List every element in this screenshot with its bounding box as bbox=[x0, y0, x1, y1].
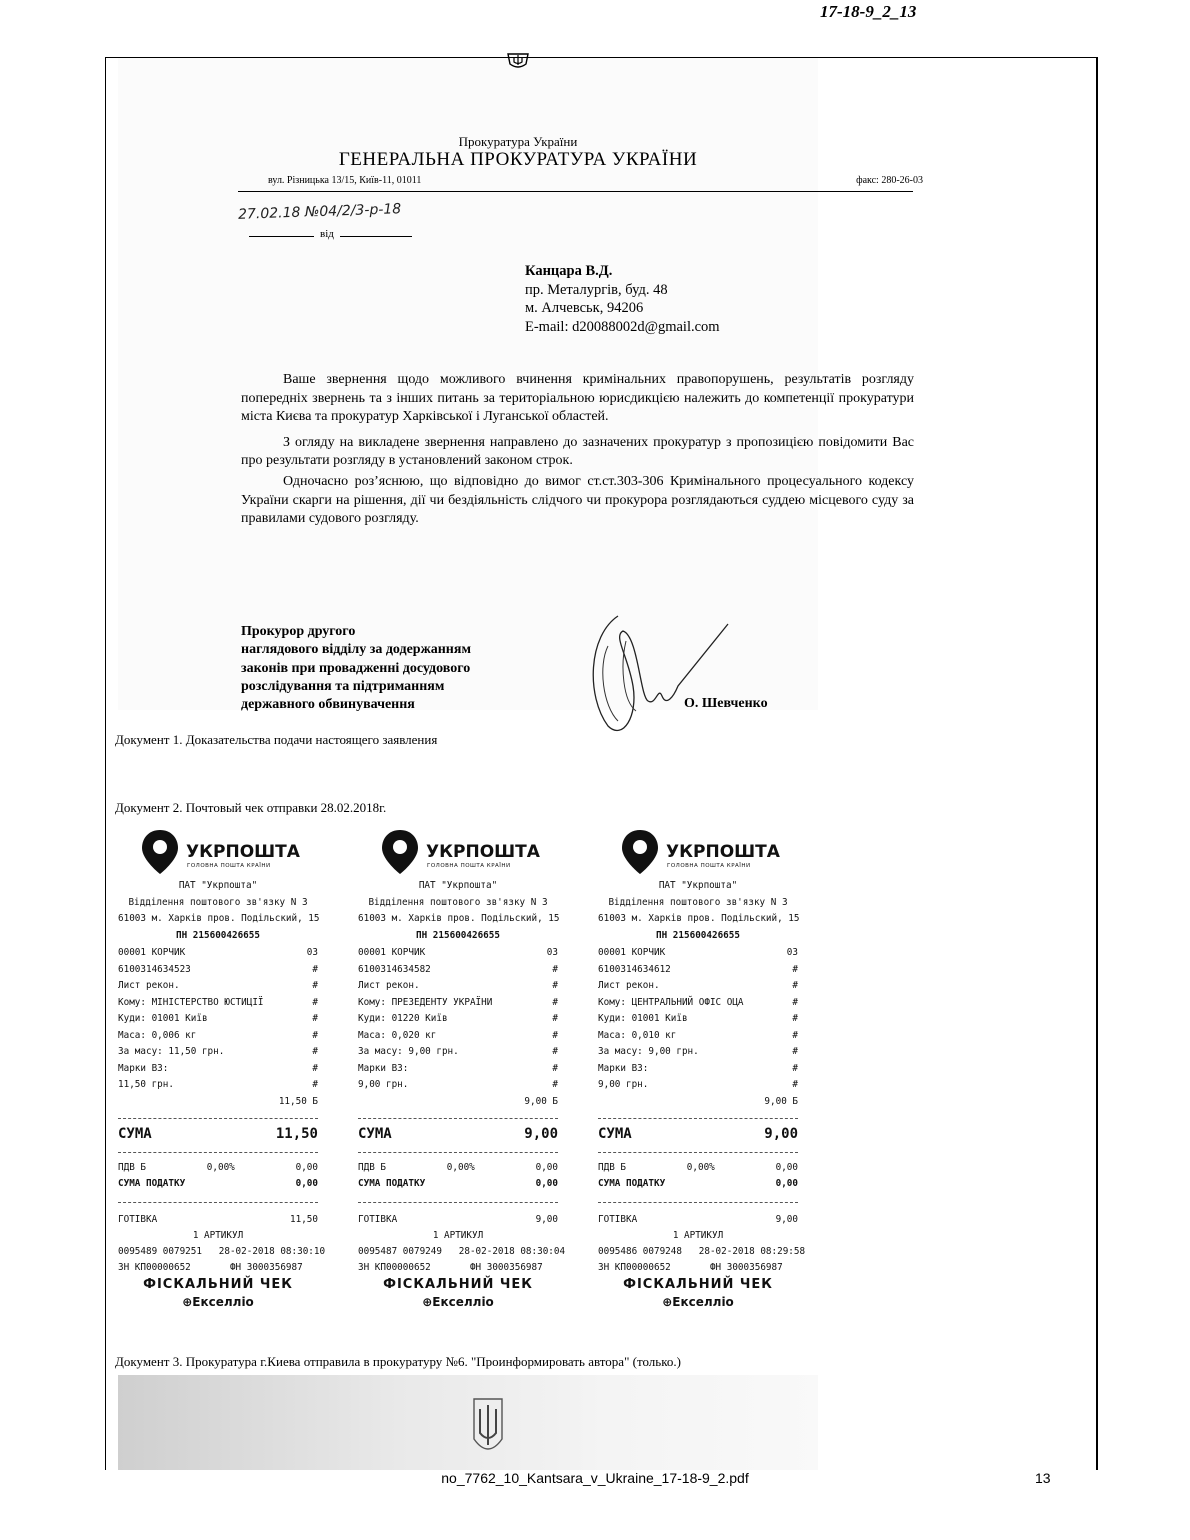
body-paragraph: Ваше звернення щодо можливого вчинення кримінальних правопорушень, результатів розгляду попередніх звернень та з інших питань за територіальною юрисдикцією належить до компетенції прокуратури міста Києва та прокуратур Харківської і Луганської областей. bbox=[241, 372, 914, 425]
receipt-item-value: # bbox=[312, 1013, 318, 1024]
brand-subtitle: ГОЛОВНА ПОШТА КРАЇНИ bbox=[187, 863, 271, 869]
tax-row bbox=[598, 1178, 798, 1189]
tax-value: 0,00 bbox=[535, 1178, 558, 1189]
tax-label: СУМА ПОДАТКУ bbox=[358, 1178, 426, 1189]
receipt-item-row bbox=[598, 1079, 798, 1090]
receipt-divider bbox=[118, 1202, 318, 1203]
receipt-item-value: 03 bbox=[786, 947, 798, 958]
vat-value: 0,00 bbox=[535, 1162, 558, 1173]
receipt-divider bbox=[118, 1118, 318, 1119]
receipt-item-value: # bbox=[792, 1062, 798, 1074]
article-count: 1 АРТИКУЛ bbox=[432, 1230, 484, 1241]
receipt-item-label: Маса: 0,006 кг bbox=[118, 1029, 197, 1041]
cash-value: 9,00 bbox=[775, 1214, 798, 1225]
receipt-item-value: # bbox=[312, 980, 318, 991]
receipt-item-row bbox=[118, 1079, 318, 1090]
receipt-zn-line: ЗН КП00000652 ФН 3000356987 bbox=[118, 1262, 303, 1273]
brand-name: УКРПОШТА bbox=[666, 842, 780, 862]
receipt-item-row bbox=[358, 1079, 558, 1090]
letter-scan bbox=[118, 58, 923, 713]
receipt bbox=[598, 822, 808, 1322]
receipt bbox=[358, 822, 568, 1322]
tax-label: СУМА ПОДАТКУ bbox=[598, 1178, 666, 1189]
receipt-item-label: 11,50 грн. bbox=[118, 1079, 174, 1090]
receipt-item-value: # bbox=[312, 963, 318, 975]
receipt-item-row bbox=[598, 980, 798, 991]
issuer-contact-line bbox=[268, 175, 923, 186]
fiscal-check-label: ФІСКАЛЬНИЙ ЧЕК bbox=[623, 1277, 773, 1292]
receipt-item-row bbox=[598, 1030, 798, 1041]
receipt-item-label: 9,00 грн. bbox=[358, 1079, 409, 1090]
brand-name: УКРПОШТА bbox=[186, 842, 300, 862]
receipt-total-row bbox=[118, 1126, 318, 1142]
receipt-item-label: Марки ВЗ: bbox=[118, 1062, 169, 1074]
globe-icon: ⊕ bbox=[662, 1295, 673, 1309]
vat-rate: 0,00% bbox=[686, 1162, 715, 1173]
vat-value: 0,00 bbox=[775, 1162, 798, 1173]
document-3-scan bbox=[118, 1375, 818, 1470]
receipt-item-row bbox=[118, 1046, 318, 1057]
tax-value: 0,00 bbox=[295, 1178, 318, 1189]
receipt-header-line: ПН 215600426655 bbox=[656, 929, 740, 941]
receipt-item-label: Лист рекон. bbox=[358, 980, 420, 991]
receipt-item-row bbox=[118, 1013, 318, 1024]
signer-title-line: законів при провадженні досудового bbox=[241, 660, 471, 676]
brand-subtitle: ГОЛОВНА ПОШТА КРАЇНИ bbox=[427, 863, 511, 869]
receipt-header-line: ПАТ "Укрпошта" bbox=[178, 880, 258, 891]
receipt-item-label: 6100314634582 bbox=[358, 963, 431, 975]
receipt-item-label: 00001 КОРЧИК bbox=[118, 947, 186, 958]
receipt-item-label: Кому: ПРЕЗЕДЕНТУ УКРАЇНИ bbox=[358, 996, 493, 1008]
caption-document-1: Документ 1. Доказательства подачи настоящего заявления bbox=[115, 732, 438, 747]
location-pin-icon bbox=[620, 828, 660, 876]
issuer-fax: факс: 280-26-03 bbox=[856, 175, 923, 186]
receipt-item-row bbox=[598, 1063, 798, 1074]
receipt-item-value: # bbox=[792, 1046, 798, 1057]
brand-name: УКРПОШТА bbox=[426, 842, 540, 862]
receipt-item-row bbox=[118, 1063, 318, 1074]
vendor-name: Екселліо bbox=[432, 1295, 494, 1309]
vat-label: ПДВ Б bbox=[358, 1162, 386, 1173]
globe-icon: ⊕ bbox=[182, 1295, 193, 1309]
signer-name: О. Шевченко bbox=[684, 696, 768, 711]
receipt-item-row bbox=[598, 964, 798, 975]
vat-row bbox=[598, 1162, 798, 1173]
trident-emblem-icon bbox=[470, 1395, 506, 1461]
receipt-item-label: Маса: 0,020 кг bbox=[358, 1029, 437, 1041]
receipt-item-value: # bbox=[312, 1029, 318, 1041]
handwritten-reference: 27.02.18 №04/2/3-р-18 bbox=[237, 201, 402, 223]
total-value: 11,50 bbox=[275, 1126, 318, 1142]
handwritten-signature bbox=[578, 606, 838, 741]
signer-title bbox=[241, 623, 471, 714]
total-label: СУМА bbox=[358, 1126, 392, 1142]
receipt-item-label: 00001 КОРЧИК bbox=[358, 947, 426, 958]
vendor-name: Екселліо bbox=[192, 1295, 254, 1309]
tax-row bbox=[118, 1178, 318, 1189]
vendor-logo bbox=[118, 1295, 318, 1309]
receipt-item-value: 03 bbox=[546, 947, 558, 958]
vat-row bbox=[358, 1162, 558, 1173]
receipt-header-line: ПН 215600426655 bbox=[416, 929, 500, 941]
caption-document-3: Документ 3. Прокуратура г.Киева отправила в прокуратуру №6. "Проинформировать автора" (только.) bbox=[115, 1354, 681, 1369]
receipt-item-value: # bbox=[552, 1029, 558, 1041]
signer-title-line: Прокурор другого bbox=[241, 624, 356, 639]
receipt-item-row bbox=[358, 964, 558, 975]
receipt-divider bbox=[358, 1152, 558, 1153]
receipt-item-row bbox=[358, 1030, 558, 1041]
fiscal-check-label: ФІСКАЛЬНИЙ ЧЕК bbox=[383, 1277, 533, 1292]
emblem-icon bbox=[506, 52, 530, 68]
receipt-item-row bbox=[358, 1046, 558, 1057]
vat-rate: 0,00% bbox=[206, 1162, 235, 1173]
recipient-name: Канцара В.Д. bbox=[525, 263, 613, 279]
reference-line bbox=[243, 228, 418, 240]
receipt-item-row bbox=[118, 980, 318, 991]
reference-label: від bbox=[320, 228, 334, 240]
receipt-divider bbox=[598, 1202, 798, 1203]
receipt-item-label: Лист рекон. bbox=[598, 980, 660, 991]
article-count: 1 АРТИКУЛ bbox=[192, 1230, 244, 1241]
receipt bbox=[118, 822, 328, 1322]
receipt-item-row bbox=[118, 997, 318, 1008]
receipt-item-value: 11,50 Б bbox=[278, 1095, 318, 1107]
receipt-code-line: 0095486 0079248 28-02-2018 08:29:58 bbox=[598, 1246, 806, 1257]
total-value: 9,00 bbox=[524, 1126, 558, 1142]
total-label: СУМА bbox=[598, 1126, 632, 1142]
receipt-header-line: Відділення поштового зв'язку N 3 bbox=[128, 896, 308, 908]
receipt-item-label: 6100314634612 bbox=[598, 963, 671, 975]
receipt-item-value: # bbox=[312, 1046, 318, 1057]
receipt-item-value: 03 bbox=[306, 947, 318, 958]
receipt-item-value: # bbox=[552, 1062, 558, 1074]
receipt-item-label: За масу: 9,00 грн. bbox=[358, 1046, 459, 1057]
fiscal-check-label: ФІСКАЛЬНИЙ ЧЕК bbox=[143, 1277, 293, 1292]
receipt-divider bbox=[598, 1118, 798, 1119]
receipt-item-value: # bbox=[552, 1013, 558, 1024]
brand-subtitle: ГОЛОВНА ПОШТА КРАЇНИ bbox=[667, 863, 751, 869]
issuer-small: Прокуратура України bbox=[458, 134, 578, 149]
cash-row bbox=[118, 1214, 318, 1225]
receipt-header-line: ПН 215600426655 bbox=[176, 929, 260, 941]
header-rule bbox=[238, 191, 913, 192]
receipt-divider bbox=[358, 1202, 558, 1203]
receipt-item-label: Куди: 01001 Київ bbox=[598, 1013, 688, 1024]
footer-filename: no_7762_10_Kantsara_v_Ukraine_17-18-9_2.pdf bbox=[441, 1470, 749, 1486]
cash-value: 11,50 bbox=[290, 1214, 318, 1225]
cash-row bbox=[598, 1214, 798, 1225]
receipt-zn-line: ЗН КП00000652 ФН 3000356987 bbox=[598, 1262, 783, 1273]
receipt-item-row bbox=[598, 1046, 798, 1057]
total-label: СУМА bbox=[118, 1126, 152, 1142]
vat-value: 0,00 bbox=[295, 1162, 318, 1173]
receipt-divider bbox=[118, 1152, 318, 1153]
cash-row bbox=[358, 1214, 558, 1225]
receipt-item-row bbox=[118, 947, 318, 958]
receipt-item-value: # bbox=[552, 980, 558, 991]
receipt-item-value: 9,00 Б bbox=[524, 1095, 558, 1107]
receipt-item-row bbox=[118, 964, 318, 975]
recipient-city: м. Алчевськ, 94206 bbox=[525, 300, 644, 316]
receipt-item-label: 6100314634523 bbox=[118, 963, 191, 975]
vat-label: ПДВ Б bbox=[598, 1162, 626, 1173]
signer-title-line: наглядового відділу за додержанням bbox=[241, 642, 471, 658]
receipt-header-line: 61003 м. Харків пров. Подільский, 15 bbox=[598, 913, 800, 924]
receipt-item-row bbox=[358, 997, 558, 1008]
receipt-item-value: # bbox=[312, 1062, 318, 1074]
vat-rate: 0,00% bbox=[446, 1162, 475, 1173]
signer-title-line: розслідування та підтриманням bbox=[241, 678, 445, 694]
receipt-code-line: 0095487 0079249 28-02-2018 08:30:04 bbox=[358, 1246, 566, 1257]
receipt-item-value: # bbox=[792, 963, 798, 975]
tax-value: 0,00 bbox=[775, 1178, 798, 1189]
footer-page-number: 13 bbox=[1035, 1470, 1051, 1486]
total-value: 9,00 bbox=[764, 1126, 798, 1142]
page-frame-right bbox=[1096, 57, 1098, 1470]
receipt-item-row bbox=[118, 1096, 318, 1107]
receipt-divider bbox=[598, 1152, 798, 1153]
receipt-item-value: # bbox=[312, 996, 318, 1008]
receipt-header-line: ПАТ "Укрпошта" bbox=[658, 880, 738, 891]
receipt-item-value: # bbox=[792, 980, 798, 991]
receipt-item-value: # bbox=[552, 1046, 558, 1057]
receipt-item-label: Куди: 01001 Київ bbox=[118, 1013, 208, 1024]
receipt-item-value: # bbox=[792, 1013, 798, 1024]
receipt-item-label: Марки ВЗ: bbox=[598, 1062, 649, 1074]
receipt-item-value: # bbox=[792, 1079, 798, 1090]
receipt-item-row bbox=[118, 1030, 318, 1041]
vendor-name: Екселліо bbox=[672, 1295, 734, 1309]
recipient-street: пр. Металургів, буд. 48 bbox=[525, 281, 668, 298]
receipt-item-value: # bbox=[552, 963, 558, 975]
receipt-item-value: # bbox=[312, 1079, 318, 1090]
receipt-item-row bbox=[598, 997, 798, 1008]
receipt-item-row bbox=[598, 1096, 798, 1107]
cash-value: 9,00 bbox=[535, 1214, 558, 1225]
receipt-item-value: # bbox=[792, 996, 798, 1008]
vendor-logo bbox=[598, 1295, 798, 1309]
location-pin-icon bbox=[140, 828, 180, 876]
tax-label: СУМА ПОДАТКУ bbox=[118, 1178, 186, 1189]
issuer-address: вул. Різницька 13/15, Київ-11, 01011 bbox=[268, 175, 422, 186]
receipt-total-row bbox=[598, 1126, 798, 1142]
receipt-item-label: Марки ВЗ: bbox=[358, 1062, 409, 1074]
vat-row bbox=[118, 1162, 318, 1173]
page-frame-left bbox=[105, 57, 106, 1470]
receipt-code-line: 0095489 0079251 28-02-2018 08:30:10 bbox=[118, 1246, 326, 1257]
receipt-item-row bbox=[358, 1096, 558, 1107]
receipt-item-value: # bbox=[792, 1029, 798, 1041]
ukrposhta-logo bbox=[140, 828, 330, 876]
cash-label: ГОТІВКА bbox=[598, 1214, 638, 1225]
receipt-item-value: 9,00 Б bbox=[764, 1095, 798, 1107]
caption-document-2: Документ 2. Почтовый чек отправки 28.02.2018г. bbox=[115, 800, 387, 815]
receipt-total-row bbox=[358, 1126, 558, 1142]
receipt-item-value: # bbox=[552, 996, 558, 1008]
receipt-header-line: 61003 м. Харків пров. Подільский, 15 bbox=[358, 913, 560, 924]
receipt-item-label: 00001 КОРЧИК bbox=[598, 947, 666, 958]
receipt-header-line: Відділення поштового зв'язку N 3 bbox=[608, 896, 788, 908]
article-count: 1 АРТИКУЛ bbox=[672, 1230, 724, 1241]
page-id: 17-18-9_2_13 bbox=[820, 2, 917, 21]
cash-label: ГОТІВКА bbox=[358, 1214, 398, 1225]
receipt-item-row bbox=[358, 980, 558, 991]
receipt-zn-line: ЗН КП00000652 ФН 3000356987 bbox=[358, 1262, 543, 1273]
tax-row bbox=[358, 1178, 558, 1189]
vat-label: ПДВ Б bbox=[118, 1162, 146, 1173]
receipt-item-label: Куди: 01220 Київ bbox=[358, 1013, 448, 1024]
receipt-item-row bbox=[598, 1013, 798, 1024]
receipt-header-line: Відділення поштового зв'язку N 3 bbox=[368, 896, 548, 908]
body-paragraph: З огляду на викладене звернення направлено до зазначених прокуратур з пропозицією повідомити Вас про результати розгляду в установлений законом строк. bbox=[241, 434, 914, 469]
receipt-item-label: Лист рекон. bbox=[118, 980, 180, 991]
letter-body bbox=[241, 371, 914, 536]
receipt-item-label: Кому: ЦЕНТРАЛЬНИЙ ОФІС ОЦА bbox=[598, 996, 744, 1008]
receipt-item-label: За масу: 9,00 грн. bbox=[598, 1046, 699, 1057]
receipt-item-row bbox=[358, 1013, 558, 1024]
ukrposhta-logo bbox=[620, 828, 810, 876]
receipt-item-label: За масу: 11,50 грн. bbox=[118, 1046, 225, 1057]
receipt-item-row bbox=[598, 947, 798, 958]
cash-label: ГОТІВКА bbox=[118, 1214, 158, 1225]
receipt-item-label: 9,00 грн. bbox=[598, 1079, 649, 1090]
receipt-item-label: Маса: 0,010 кг bbox=[598, 1029, 677, 1041]
body-paragraph: Одночасно роз’яснюю, що відповідно до вимог ст.ст.303-306 Кримінального процесуального кодексу України скарги на рішення, дії чи бездіяльність слідчого чи прокурора розглядаються суддею місцевого суду за правилами судового розгляду. bbox=[241, 473, 914, 527]
receipt-header-line: ПАТ "Укрпошта" bbox=[418, 880, 498, 891]
globe-icon: ⊕ bbox=[422, 1295, 433, 1309]
recipient-email: E-mail: d20088002d@gmail.com bbox=[525, 318, 720, 335]
receipt-header-line: 61003 м. Харків пров. Подільский, 15 bbox=[118, 913, 320, 924]
vendor-logo bbox=[358, 1295, 558, 1309]
signer-title-line: державного обвинувачення bbox=[241, 697, 415, 713]
receipt-item-row bbox=[358, 1063, 558, 1074]
receipt-divider bbox=[358, 1118, 558, 1119]
receipt-item-value: # bbox=[552, 1079, 558, 1090]
ukrposhta-logo bbox=[380, 828, 570, 876]
receipt-item-row bbox=[358, 947, 558, 958]
recipient-block bbox=[525, 262, 720, 336]
issuer-title: ГЕНЕРАЛЬНА ПРОКУРАТУРА УКРАЇНИ bbox=[338, 149, 698, 170]
location-pin-icon bbox=[380, 828, 420, 876]
receipt-item-label: Кому: МІНІСТЕРСТВО ЮСТИЦІЇ bbox=[118, 996, 264, 1008]
